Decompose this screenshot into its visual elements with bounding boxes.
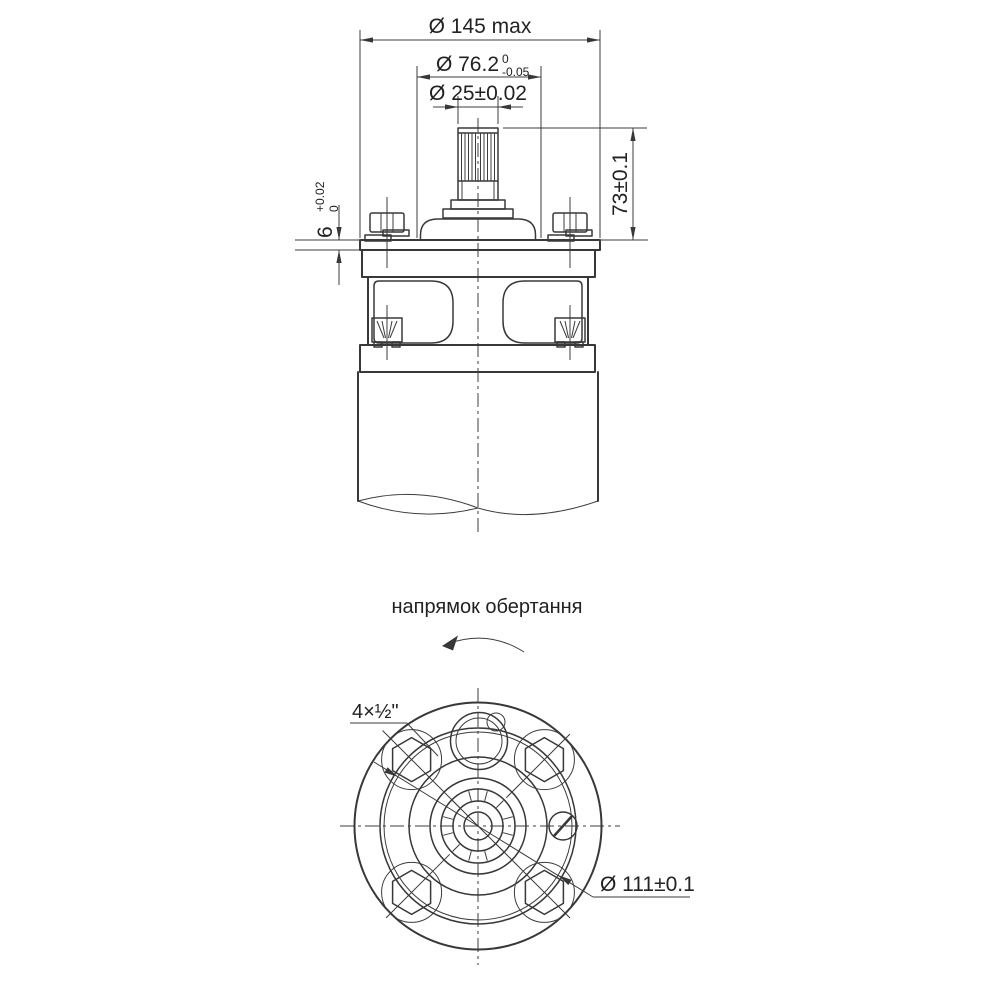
dim-76-label: Ø 76.2: [435, 53, 499, 76]
dim-25-label: Ø 25±0.02: [429, 82, 527, 105]
dim-6: [313, 181, 342, 285]
centerline-top-right-plug: [506, 734, 570, 798]
front-view: [295, 15, 648, 535]
diagonal-centerline-nw-se: [383, 731, 571, 919]
hex-plug-left: [372, 305, 402, 360]
top-port: [451, 713, 508, 770]
dim-25: [429, 82, 527, 124]
ports-callout-label: 4×½": [352, 701, 399, 723]
dim-76: [417, 52, 541, 238]
dim-76-upper-tolerance: 0: [502, 52, 509, 66]
bottom-view: [340, 688, 695, 965]
dim-145: [360, 15, 600, 238]
port-notch: [487, 713, 505, 731]
dim-6-upper-tolerance: +0.02: [313, 181, 327, 212]
dim-145-label: Ø 145 max: [428, 15, 532, 38]
dim-73: [609, 128, 636, 240]
rotation-arrow-arc: [447, 638, 524, 652]
dim-111-label: Ø 111±0.1: [600, 873, 695, 896]
rotation-note: [391, 596, 582, 652]
break-line: [358, 494, 478, 508]
dim-73-label: 73±0.1: [609, 151, 632, 217]
mounting-bolt-left: [365, 197, 409, 268]
dim-6-lower-tolerance: 0: [327, 205, 341, 212]
dim-76-lower-tolerance: -0.05: [502, 65, 530, 79]
dim-6-label: 6: [314, 226, 337, 238]
rotation-arrow-head: [442, 636, 458, 651]
centerline-bottom-left-plug: [386, 854, 450, 918]
hex-plug-right: [555, 305, 585, 360]
rotation-note-label: напрямок обертання: [391, 596, 583, 618]
hex-plug-heads: [383, 731, 571, 919]
mounting-bolt-right: [548, 197, 592, 268]
body-recess-left: [374, 281, 453, 343]
